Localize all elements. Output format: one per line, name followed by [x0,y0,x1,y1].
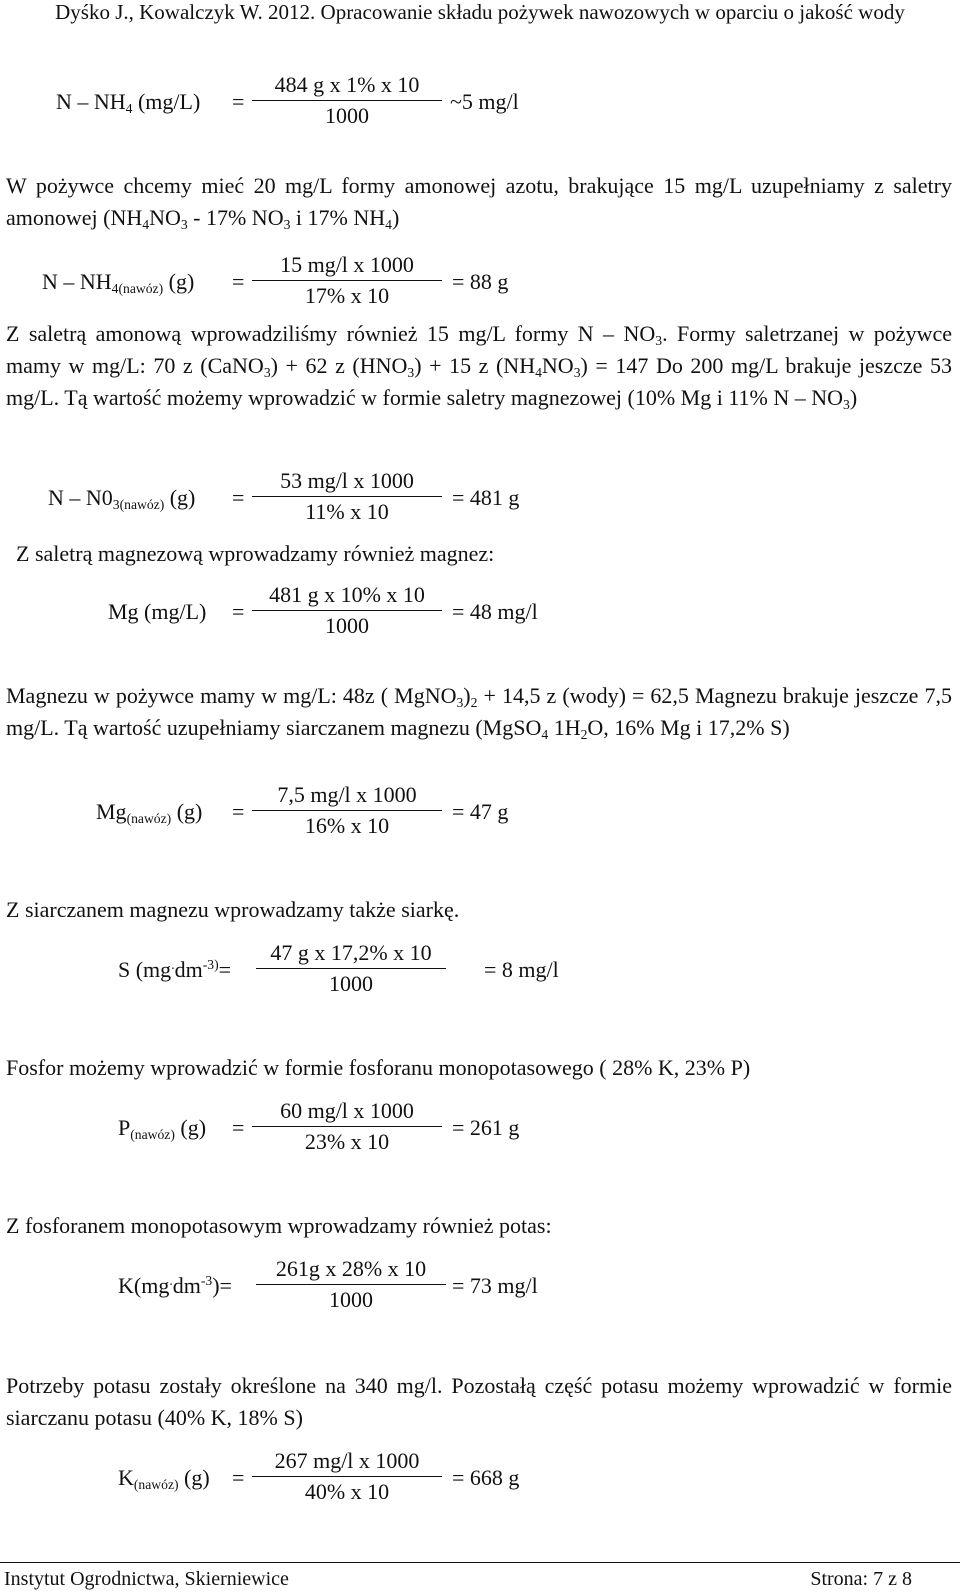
denominator: 16% x 10 [304,813,390,838]
formula-k-fertilizer [0,1446,960,1516]
fraction [252,580,442,641]
equals-sign: = [232,269,245,294]
paragraph-nitrate: Z saletrą amonową wprowadziliśmy również 15 mg/L formy N – $NO_3$. Formy saletrzanej w pożywce mamy w mg/L: 70 z (CaNO$_3$) + 62 z $(HNO_3) + 15$ z $(NH_4NO_3) = 147$ Do 200 mg/L brakuje jeszcze 53 mg/L. Tą wartość możemy wprowadzić w formie saletry magnezowej (10% Mg i 11% N – $NO_3$) [6,321,952,412]
formula-p-fertilizer [0,1096,960,1166]
formula-label: N – $NH_4$ (mg/L) [56,89,201,117]
page-header [0,0,960,24]
formula-n-no3-fertilizer [0,466,960,536]
formula-result: = 481 g [452,485,520,510]
fraction [252,466,442,527]
equals-sign: = [232,89,245,114]
formula-n-nh4 [0,70,960,140]
page-footer [0,1562,960,1593]
paragraph-potassium-intro: Z fosforanem monopotasowym wprowadzamy również potas: [6,1213,552,1238]
formula-label: $P_{(nawóz)}$ (g) [118,1115,207,1143]
denominator: 1000 [329,971,373,996]
numerator: 53 mg/l x 1000 [280,468,414,493]
formula-label: $Mg_{(nawóz)}$ (g) [96,799,203,827]
formula-label: Mg (mg/L) [108,599,207,624]
numerator: 7,5 mg/l x 1000 [277,782,417,807]
formula-result: = 668 g [452,1465,520,1490]
paragraph-potassium: Potrzeby potasu zostały określone na 340 mg/l. Pozostałą część potasu możemy wprowadzić w formie siarczanu potasu (40% K, 18% S) [6,1373,952,1430]
fraction [252,70,442,131]
denominator: 11% x 10 [305,499,389,524]
fraction [252,250,442,311]
numerator: 60 mg/l x 1000 [280,1098,414,1123]
formula-result: = 261 g [452,1115,520,1140]
fraction [252,1096,442,1157]
denominator: 40% x 10 [304,1479,390,1504]
formula-label: N – $NH_{4(nawóz)}$ (g) [42,269,195,297]
paragraph-magnesium: Magnezu w pożywce mamy w mg/L: 48z ( $MgNO_3)_2 + 14,5$ z (wody) = 62,5 Magnezu brakuje jeszcze 7,5 mg/L. Tą wartość uzupełniamy siarczanem magnezu (MgSO$_4$ $1H_2O$, 16% Mg i 17,2% S) [6,683,952,742]
denominator: 1000 [325,613,369,638]
formula-result: = 47 g [452,799,509,824]
numerator: 267 mg/l x 1000 [274,1448,420,1473]
paragraph-magnesium-intro: Z saletrą magnezową wprowadzamy również magnez: [16,541,495,566]
equals-sign: = [232,485,245,510]
fraction [252,1446,442,1507]
denominator: 23% x 10 [304,1129,390,1154]
equals-sign: = [232,799,245,824]
formula-result: = 48 mg/l [452,599,538,624]
equals-sign: = [232,1465,245,1490]
numerator: 47 g x 17,2% x 10 [270,940,432,965]
paragraph-phosphorus-intro: Fosfor możemy wprowadzić w formie fosforanu monopotasowego ( 28% K, 23% P) [6,1055,751,1080]
formula-mg-fertilizer [0,780,960,850]
fraction [252,780,442,841]
formula-result: ~5 mg/l [450,89,519,114]
formula-result: = 73 mg/l [452,1273,538,1298]
formula-k [0,1254,960,1324]
formula-label: N – $N0_{3(nawóz)}$ (g) [48,485,196,513]
equals-sign: = [232,599,245,624]
formula-label: $K_{(nawóz)}$ (g) [118,1465,210,1493]
formula-n-nh4-fertilizer [0,250,960,320]
denominator: 17% x 10 [304,283,390,308]
numerator: 481 g x 10% x 10 [269,582,425,607]
equals-sign: = [232,1115,245,1140]
denominator: 1000 [329,1287,373,1312]
numerator: 261g x 28% x 10 [275,1256,427,1281]
formula-result: = 88 g [452,269,509,294]
formula-result: = 8 mg/l [484,957,559,982]
fraction [256,1254,446,1315]
fraction [256,938,446,999]
footer-institution: Instytut Ogrodnictwa, Skierniewice [4,1568,289,1590]
formula-label: S ($mg^.dm^{-3)}=$ [118,956,232,982]
formula-label: $K(mg^.dm^{-3})=$ [118,1272,232,1298]
page-number: Strona: 7 z 8 [810,1568,912,1590]
paragraph-ammonium: W pożywce chcemy mieć 20 mg/L formy amonowej azotu, brakujące 15 mg/L uzupełniamy z saletry amonowej ($NH_4NO_3 - 17\%$ $NO_3$ i 17% $NH_4$) [6,173,952,232]
denominator: 1000 [325,103,369,128]
numerator: 484 g x 1% x 10 [274,72,420,97]
paragraph-sulfur-intro: Z siarczanem magnezu wprowadzamy także siarkę. [6,897,460,922]
header-text: Dyśko J., Kowalczyk W. 2012. Opracowanie składu pożywek nawozowych w oparciu o jakość wody [55,0,905,24]
formula-mg [0,580,960,650]
formula-s [0,938,960,1008]
numerator: 15 mg/l x 1000 [280,252,414,277]
